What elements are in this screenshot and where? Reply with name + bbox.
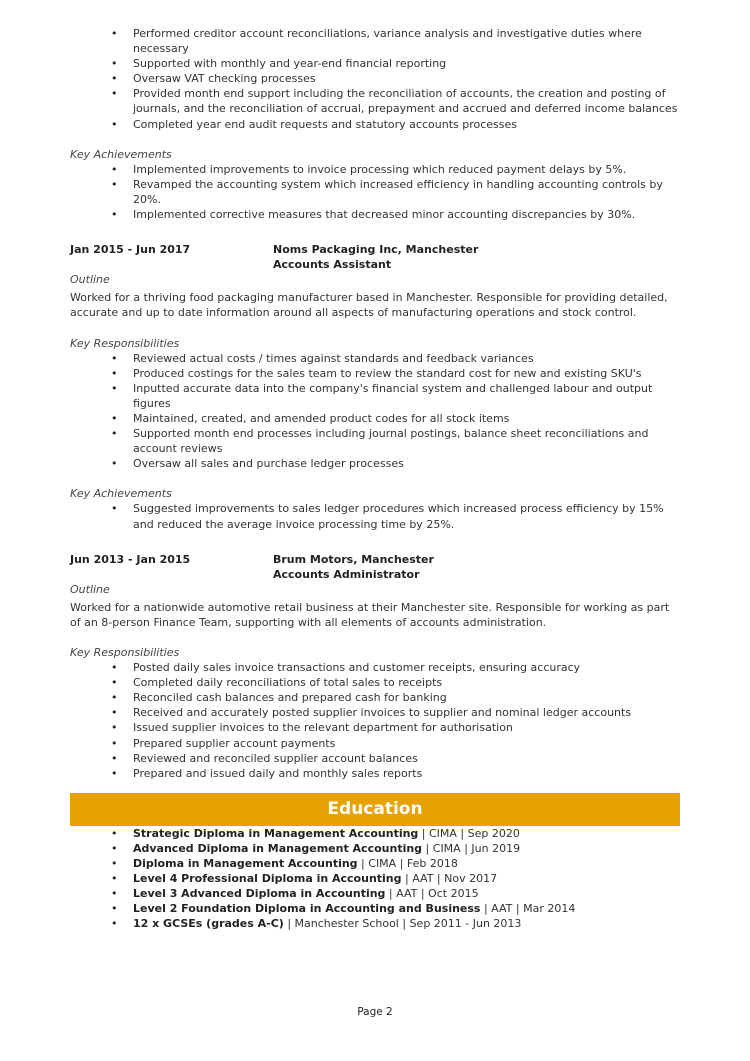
list-item: • Oversaw all sales and purchase ledger processes <box>133 456 680 471</box>
job-company: Brum Motors, Manchester <box>273 552 434 566</box>
list-item: • Received and accurately posted supplier invoices to supplier and nominal ledger accounts <box>133 705 680 720</box>
education-list <box>70 826 680 932</box>
list-item: • Reviewed actual costs / times against standards and feedback variances <box>133 351 680 366</box>
qualification-details: | CIMA | Feb 2018 <box>357 857 458 871</box>
job2-achievements <box>70 501 680 531</box>
qualification-name: 12 x GCSEs (grades A-C) <box>133 917 284 931</box>
qualification-name: Advanced Diploma in Management Accounting <box>133 841 423 855</box>
list-item: • Reviewed and reconciled supplier account balances <box>133 751 680 766</box>
qualification-details: | AAT | Nov 2017 <box>401 872 498 886</box>
education-item <box>133 916 680 931</box>
prev-job-achievements-label: Key Achievements <box>70 147 172 161</box>
job2-responsibilities <box>70 351 680 472</box>
list-item: • Maintained, created, and amended product codes for all stock items <box>133 411 680 426</box>
list-item: • Oversaw VAT checking processes <box>133 71 680 86</box>
resume-content <box>70 26 680 932</box>
list-item: • Suggested improvements to sales ledger procedures which increased process efficiency by 15% and reduced the average invoice processing time by 25%. <box>133 501 680 531</box>
education-item <box>133 826 680 841</box>
list-item: • Issued supplier invoices to the relevant department for authorisation <box>133 720 680 735</box>
list-item: • Prepared supplier account payments <box>133 736 680 751</box>
qualification-details: | CIMA | Jun 2019 <box>422 841 521 855</box>
job-dates: Jan 2015 - Jun 2017 <box>70 243 191 257</box>
list-item: • Completed year end audit requests and statutory accounts processes <box>133 117 680 132</box>
qualification-name: Level 4 Professional Diploma in Accounting <box>133 872 402 886</box>
education-item <box>133 856 680 871</box>
qualification-details: | CIMA | Sep 2020 <box>418 826 520 840</box>
qualification-name: Level 2 Foundation Diploma in Accounting and Business <box>133 902 481 916</box>
qualification-name: Level 3 Advanced Diploma in Accounting <box>133 887 386 901</box>
qualification-details: | AAT | Mar 2014 <box>480 902 576 916</box>
qualification-details: | Manchester School | Sep 2011 - Jun 2013 <box>283 917 522 931</box>
education-item <box>133 871 680 886</box>
list-item: • Posted daily sales invoice transactions and customer receipts, ensuring accuracy <box>133 660 680 675</box>
education-heading: Education <box>70 793 680 826</box>
list-item: • Produced costings for the sales team to review the standard cost for new and existing SKU's <box>133 366 680 381</box>
list-item: • Reconciled cash balances and prepared cash for banking <box>133 690 680 705</box>
responsibilities-label: Key Responsibilities <box>70 646 180 659</box>
list-item: • Implemented improvements to invoice processing which reduced payment delays by 5%. <box>133 162 680 177</box>
education-item <box>133 886 680 901</box>
qualification-name: Strategic Diploma in Management Accounting <box>133 826 419 840</box>
job-dates: Jun 2013 - Jan 2015 <box>70 552 191 566</box>
education-item <box>133 841 680 856</box>
list-item: • Revamped the accounting system which increased efficiency in handling accounting controls by 20%. <box>133 177 680 207</box>
list-item: • Implemented corrective measures that decreased minor accounting discrepancies by 30%. <box>133 207 680 222</box>
job-outline: Worked for a thriving food packaging manufacturer based in Manchester. Responsible for providing detailed, accurate and up to date information around all aspects of manufacturing operations and stock control. <box>70 291 668 320</box>
qualification-name: Diploma in Management Accounting <box>133 857 358 871</box>
responsibilities-label: Key Responsibilities <box>70 336 180 350</box>
qualification-details: | AAT | Oct 2015 <box>385 887 479 901</box>
list-item: • Performed creditor account reconciliations, variance analysis and investigative duties where necessary <box>133 26 680 56</box>
job-company: Noms Packaging Inc, Manchester <box>273 243 479 257</box>
list-item: • Supported with monthly and year-end financial reporting <box>133 56 680 71</box>
job-role: Accounts Assistant <box>273 258 392 272</box>
list-item: • Prepared and issued daily and monthly sales reports <box>133 766 680 781</box>
outline-label: Outline <box>70 582 110 596</box>
job-header <box>70 552 680 567</box>
job-role: Accounts Administrator <box>273 567 420 581</box>
outline-label: Outline <box>70 273 110 287</box>
list-item: • Completed daily reconciliations of total sales to receipts <box>133 675 680 690</box>
list-item: • Provided month end support including the reconciliation of accounts, the creation and posting of journals, and the reconciliation of accrual, prepayment and accrued and deferred income balances <box>133 86 680 116</box>
job-header <box>70 242 680 257</box>
achievements-label: Key Achievements <box>70 487 172 501</box>
list-item: • Supported month end processes including journal postings, balance sheet reconciliations and account reviews <box>133 426 680 456</box>
education-item <box>133 901 680 916</box>
job-outline: Worked for a nationwide automotive retail business at their Manchester site. Responsible for working as part of an 8-person Finance Team, supporting with all elements of accounts administration. <box>70 600 670 629</box>
prev-job-achievements <box>70 162 680 222</box>
job3-responsibilities <box>70 660 680 781</box>
prev-job-responsibilities <box>70 26 680 132</box>
page-number: Page 2 <box>357 1006 393 1018</box>
list-item: • Inputted accurate data into the company's financial system and challenged labour and output figures <box>133 381 680 411</box>
